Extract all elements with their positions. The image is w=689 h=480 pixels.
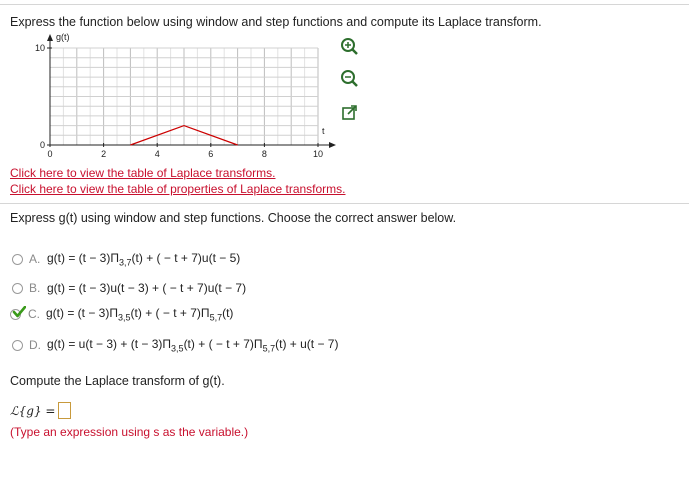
laplace-transforms-table-link[interactable]: Click here to view the table of Laplace transforms. (10, 166, 276, 180)
section-divider (0, 203, 689, 204)
option-d-letter: D. (29, 338, 41, 352)
question-text: Express the function below using window and step functions and compute its Laplace transform. (10, 15, 542, 29)
x-tick-label-10: 10 (312, 149, 324, 159)
laplace-lhs: ℒ{g} = (10, 403, 56, 418)
popout-icon (340, 103, 360, 123)
option-a-text: $g(t) = (t - 3)\Pi_{3,7}(t)$ + ( − t + 7)u(t − 5) (47, 250, 241, 268)
x-tick-label-0: 0 (47, 149, 53, 159)
option-b[interactable] (12, 278, 246, 298)
y-axis-label: g(t) (56, 32, 70, 42)
zoom-out-button[interactable] (340, 69, 360, 89)
multiple-choice-prompt: Express g(t) using window and step functions. Choose the correct answer below. (10, 211, 457, 225)
option-d-text: $g(t) = u(t - 3) + (t - 3)\Pi_{3,5}(t)$ + ( − $t + 7)\Pi_{5,7}(t) + u(t - 7)$ (47, 336, 339, 354)
x-tick-label-6: 6 (208, 149, 214, 159)
x-tick-label-4: 4 (154, 149, 160, 159)
y-tick-label-0: 0 (39, 140, 45, 150)
graph-grid (50, 48, 318, 145)
y-axis-arrow (47, 34, 53, 41)
laplace-answer-row (10, 402, 71, 419)
laplace-properties-table-link[interactable]: Click here to view the table of properties of Laplace transforms. (10, 182, 346, 196)
option-c-radio[interactable] (10, 307, 26, 321)
compute-prompt: Compute the Laplace transform of g(t). (10, 374, 225, 388)
zoom-in-button[interactable] (340, 37, 360, 57)
option-a[interactable] (12, 249, 240, 269)
y-tick-label-10: 10 (34, 43, 45, 53)
x-tick-label-2: 2 (101, 149, 107, 159)
option-d-radio[interactable] (12, 340, 23, 351)
x-axis-label: t (322, 126, 325, 136)
graph-ticks (35, 43, 323, 159)
x-tick-label-8: 8 (261, 149, 267, 159)
checkmark-icon (12, 306, 26, 318)
option-b-radio[interactable] (12, 283, 23, 294)
input-hint: (Type an expression using s as the variable.) (10, 425, 249, 439)
option-c[interactable] (10, 304, 233, 324)
option-c-letter: C. (28, 307, 40, 321)
zoom-out-icon (340, 69, 360, 89)
option-a-letter: A. (29, 252, 41, 266)
x-axis-arrow (329, 142, 336, 148)
option-b-text: g(t) = (t − 3)u(t − 3) + ( − t + 7)u(t − 7) (47, 281, 247, 295)
zoom-in-icon (340, 37, 360, 57)
option-a-radio[interactable] (12, 254, 23, 265)
option-d[interactable] (12, 335, 338, 355)
laplace-answer-input[interactable] (58, 402, 71, 419)
option-c-text: $g(t) = (t - 3)\Pi_{3,5}(t)$ + ( − $t + 7)\Pi_{5,7}(t)$ (46, 305, 234, 323)
top-divider (0, 4, 689, 5)
popout-button[interactable] (340, 103, 360, 123)
option-b-letter: B. (29, 281, 41, 295)
function-graph (0, 30, 340, 165)
